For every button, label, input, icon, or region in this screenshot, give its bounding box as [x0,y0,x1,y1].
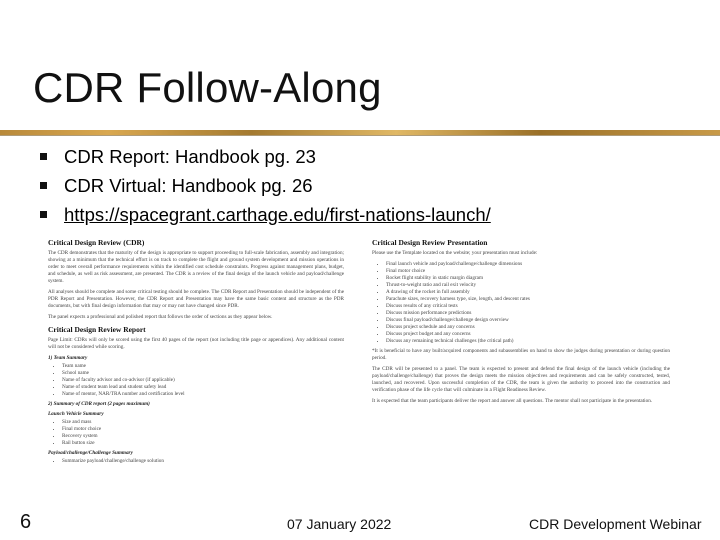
footer-date: 07 January 2022 [287,516,392,532]
bullet-item [40,144,700,173]
square-bullet-icon [40,153,47,160]
page-number: 6 [20,511,32,533]
doc-list [48,458,344,465]
doc-list-item: • Recovery system [62,433,344,440]
doc-paragraph: The CDR demonstrates that the maturity of the design is appropriate to support proceeding to full-scale fabrication, assembly and integration; showing at a minimum that the technical effort is on track to complete the flight and ground system development and mission operations in order to meet overall performance requirements within the identified cost schedule constraints. Progress against management plans, budget, and schedule, as well as risk assessment, are presented. The CDR is a review of the final design of the launch vehicle and payload/challenge system. [48,250,344,284]
doc-list [372,261,670,345]
doc-subheading: Payload/challenge/Challenge Summary [48,450,133,456]
doc-list-item: • Discuss results of any critical tests [386,303,670,310]
cdr-report-excerpt [48,236,344,516]
bullet-item [40,173,700,202]
doc-list-item: • Final motor choice [62,426,344,433]
doc-heading: Critical Design Review Presentation [372,238,488,247]
doc-subheading: 1) Team Summary [48,355,88,361]
handbook-link[interactable]: https://spacegrant.carthage.edu/first-nations-launch/ [64,204,491,225]
square-bullet-icon [40,211,47,218]
doc-subheading: Launch Vehicle Summary [48,411,104,417]
doc-list [48,363,344,398]
doc-subheading: 2) Summary of CDR report (2 pages maximum) [48,401,150,407]
doc-paragraph: The CDR will be presented to a panel. The team is expected to present and defend the final design of the launch vehicle (including the payload/challenge/challenge) that proves the design meets the mission objectives and requirements and can be safely constructed, tested, launched, and recovered. Upon successful completion of the CDR, the team is given the authority to proceed into the construction and verification phase of the life cycle that will culminate in a Flight Readiness Review. [372,366,670,393]
doc-list-item: • Summarize payload/challenge/challenge solution [62,458,344,465]
doc-list-item: • Discuss project budget and any concerns [386,331,670,338]
doc-list-item: • Final launch vehicle and payload/challenge/challenge dimensions [386,261,670,268]
square-bullet-icon [40,182,47,189]
bullet-item [40,202,700,231]
title-divider-line [0,135,720,136]
doc-paragraph: The panel expects a professional and polished report that follows the order of sections as they appear below. [48,314,273,320]
slide-title: CDR Follow-Along [33,64,382,111]
bullet-text-virtual: CDR Virtual: Handbook pg. 26 [64,175,313,196]
doc-list-item: • A drawing of the rocket in full assembly [386,289,670,296]
doc-heading: Critical Design Review Report [48,325,146,334]
doc-list-item: • Final motor choice [386,268,670,275]
doc-list-item: • School name [62,370,344,377]
doc-list-item: • Name of faculty advisor and co-advisor (if applicable) [62,377,344,384]
doc-list-item: • Team name [62,363,344,370]
footer-event-title: CDR Development Webinar [529,516,702,532]
bullet-text-report: CDR Report: Handbook pg. 23 [64,146,316,167]
cdr-presentation-excerpt [372,236,670,446]
doc-list-item: • Parachute sizes, recovery harness type, size, length, and descent rates [386,296,670,303]
doc-list-item: • Discuss final payload/challenge/challenge design overview [386,317,670,324]
doc-list-item: • Discuss mission performance predictions [386,310,670,317]
doc-list-item: • Name of student team lead and student safety lead [62,384,344,391]
doc-note: *It is beneficial to have any built/acquired components and subassemblies on hand to show the judges during presentation or during question period. [372,348,670,361]
doc-paragraph: Please use the Template located on the website; your presentation must include: [372,250,538,256]
doc-list-item: • Size and mass [62,419,344,426]
doc-list-item: • Discuss project schedule and any concerns [386,324,670,331]
doc-heading: Critical Design Review (CDR) [48,238,145,247]
doc-list-item: • Discuss any remaining technical challenges (the critical path) [386,338,670,345]
doc-list-item: • Rail button size [62,440,344,447]
doc-paragraph: Page Limit: CDRs will only be scored using the first 40 pages of the report (not including title page or appendices). Any additional content will not be considered while scoring. [48,337,344,350]
doc-list-item: • Rocket flight stability in static margin diagram [386,275,670,282]
doc-list [48,419,344,447]
doc-list-item: • Name of mentor, NAR/TRA number and certification level [62,391,344,398]
doc-paragraph: It is expected that the team participants deliver the report and answer all questions. The mentor shall not participate in the presentation. [372,398,653,404]
doc-list-item: • Thrust-to-weight ratio and rail exit velocity [386,282,670,289]
bullet-list [40,144,700,231]
doc-paragraph: All analyses should be complete and some critical testing should be complete. The CDR Report and Presentation should be independent of the PDR Report and Presentation. However, the CDR Report and Presentation may have the same basic content and structure as the PDR documents, but with final design information that may or may not have changed since PDR. [48,289,344,309]
